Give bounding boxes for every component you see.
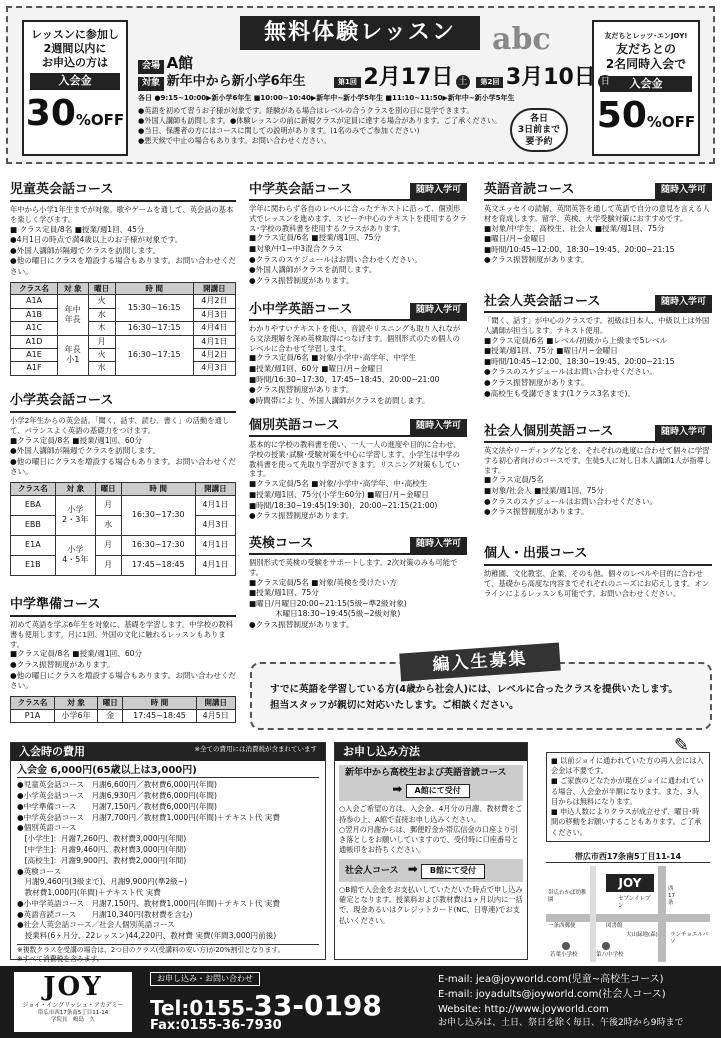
indiv-course-title: 個別英語コース: [249, 418, 340, 433]
apply-box: [334, 742, 528, 960]
date2-label: 第2回: [476, 77, 503, 88]
promo-right-fee: 入会金: [600, 76, 692, 92]
map-road-v2: [590, 866, 596, 962]
date2-day: 日: [598, 75, 612, 89]
kids-schedule-table: [10, 282, 236, 376]
jh-bullet: ●外国人講師がクラスを訪問します。: [249, 265, 377, 275]
kids-bullet: ■ クラス定員/8名 ■授業/週1回、45分: [10, 224, 145, 234]
table-row: [11, 535, 236, 555]
footer-logo-sub: ジョイ・イングリッシュ・アカデミー: [22, 1002, 124, 1009]
adult-indiv-course-head: [484, 424, 712, 443]
eiken-bullet: 木曜日18:30~19:45(5級~2級対象): [275, 609, 401, 619]
adult-bullet: ■クラス定員/6名 ■レベル/初級から上級まで5レベル: [484, 335, 668, 345]
cell: 水: [88, 362, 115, 375]
fee-line: ●社会人英会話コース／社会人個別英語コース: [17, 920, 175, 930]
col-header: 対 象: [58, 282, 89, 295]
badge-line1: 各日: [529, 114, 548, 124]
kids-course-desc: 年中から小学1年生までが対象。歌やゲームを通して、英会話の基本を楽しく学びます。: [10, 204, 234, 224]
indiv-bullet: ■授業/週1回、75分(小学生60分) ■曜日/月~金曜日: [249, 489, 429, 499]
cell: [58, 335, 89, 375]
cell: A1C: [11, 322, 58, 335]
map-label: 西17条: [668, 886, 675, 907]
cell: 4月4日: [193, 322, 235, 335]
eiken-course-desc: 個別形式で英検の受験をサポートします。2次対策のみも可能です。: [249, 557, 458, 577]
website-link[interactable]: Website: http://www.joyworld.com: [438, 1004, 609, 1015]
cell: 4月3日: [195, 515, 235, 535]
cell: 17:45~18:45: [121, 555, 195, 575]
jh-bullet: ■クラス定員/6名 ■授業/週1回、75分: [249, 233, 382, 243]
prep-schedule-table: [10, 696, 236, 723]
cell-text: 小1: [66, 355, 80, 365]
indiv-bullet: ■時間/18:30~19:45(19:30)、20:00~21:15(21:00): [249, 500, 438, 510]
map-label: 若葉小学校: [550, 952, 578, 958]
map-road-v: [658, 866, 666, 962]
cell: 4月2日: [193, 349, 235, 362]
cell: A1D: [11, 335, 58, 348]
jh-course-badge: 随時入学可: [410, 183, 467, 199]
jh-course: [249, 182, 467, 287]
eiken-bullet: ■授業/週1回、75分: [249, 588, 319, 598]
promo-right-pct: [594, 96, 698, 142]
apply-sub2-title: 社会人コース: [345, 866, 399, 877]
map-label: 帯広わかば幼稚園: [548, 890, 587, 904]
ele-jh-course-desc: わかりやすいテキストを使い、音読やリスニングも取り入れながら文法理解を深め英検取得につなげます。個別形式のため個人のレベルに合わせて学習します。: [249, 323, 461, 353]
cell: EBB: [11, 515, 56, 535]
fee-line: ●小中学英語コース 月謝7,150円、教材費1,000円(年間)＋テキスト代 実費: [17, 898, 280, 908]
fee-line: [中学生]：月謝9,460円、教材費3,000円(年間): [17, 844, 187, 854]
indiv-bullet: ■クラス定員/5名 ■対象/小学中･高学年、中･高校生: [249, 479, 428, 489]
elem-course-title: 小学英会話コース: [10, 393, 236, 413]
col-header: 対 象: [55, 483, 95, 496]
adult-indiv-course-title: 社会人個別英語コース: [484, 424, 614, 439]
hours: お申し込みは、土日、祭日を除く毎日、午後2時から9時まで: [438, 1018, 684, 1028]
contact-label: お申し込み・お問い合わせ: [150, 972, 260, 986]
reading-bullet: ■対象/中学生、高校生、社会人 ■授業/週1回、75分: [484, 223, 665, 233]
map: [546, 866, 710, 962]
private-course: [484, 546, 712, 598]
cell: [58, 295, 89, 335]
elem-course: [10, 393, 236, 576]
elem-course-desc: 小学2年生からの英会話。「聞く、話す、読む、書く」の活動を通して、バランスよく英語の基礎力をつけます。: [10, 415, 230, 435]
cell: 4月1日: [195, 535, 235, 555]
footer-logo-staff: 学院長 嶋島 久: [50, 1016, 95, 1023]
cell: P1A: [11, 709, 55, 722]
ele-jh-bullet: ■時間/16:30~17:30、17:45~18:45、20:00~21:00: [249, 374, 440, 384]
footer: [0, 966, 721, 1038]
apply-text3: ○B館で入会金をお支払いしていただいた時点で申し込み確定となります。授業料および教材費は1ヶ月以内に一括で、現金あるいはクレジットカード(NC、日専連)でお支払いください。: [339, 884, 523, 925]
date2: 3月10日: [505, 65, 596, 90]
cell: 16:30~17:15: [115, 335, 193, 375]
reading-bullet: ●クラス振替制度があります。: [484, 255, 589, 265]
map-label: 第八中学校: [596, 952, 624, 958]
adult-course-head: [484, 294, 712, 313]
fees-head: [11, 743, 325, 761]
cell-text: 年長: [64, 315, 81, 325]
venue-row: [138, 54, 193, 74]
map-label: 一条西郵便: [548, 923, 576, 929]
jh-course-desc: 学年に関わらず各自のレベルに合ったテキストに沿って、個別形式でレッスンを進めます。スピーチ中心のテキストを使用するクラス･学校の教科書を使用するクラスがあります。: [249, 203, 467, 233]
ele-jh-course-badge: 随時入学可: [410, 303, 467, 319]
footer-logo: JOY: [43, 972, 103, 1002]
adult-indiv-bullet: ■対象/社会人 ■授業/週1回、75分: [484, 486, 604, 496]
ele-jh-bullet: ■授業/週1回、60分 ■曜日/月~金曜日: [249, 364, 383, 374]
reading-course: [484, 182, 712, 266]
indiv-bullet: ●クラス振替制度があります。: [249, 511, 354, 521]
cell: 月: [95, 495, 121, 515]
fee-line: ●中学準備コース 月謝7,150円／教材費6,000円(年間): [17, 801, 217, 811]
apply-sub1: [339, 765, 523, 801]
trial-note: ●英語を初めて習うお子様が対象です。経験がある場合はレベルの合うクラスを別の日に見学できます。: [138, 106, 474, 115]
table-row: [11, 495, 236, 515]
indiv-course-head: [249, 418, 467, 437]
map-address: 帯広市西17条南5丁目11-14: [546, 852, 710, 863]
recruit-title: 編入生募集: [399, 642, 561, 681]
elem-schedule-table: [10, 482, 236, 576]
col-header: クラス名: [11, 483, 56, 496]
elem-bullet: ●他の曜日にクラスを増設する場合もあります。お問い合わせください。: [10, 456, 237, 477]
apply-head: お申し込み方法: [335, 743, 527, 761]
reading-course-badge: 随時入学可: [655, 183, 712, 199]
cell-text: 年中: [64, 304, 81, 314]
fees-note: ※全ての費用には消費税が含まれています: [194, 745, 317, 753]
elem-bullet: ●外国人講師が隔週でクラスを訪問します。: [10, 446, 161, 456]
cell: [55, 535, 95, 575]
adult-indiv-bullet: ■クラス定員/5名: [484, 475, 544, 485]
fee-line: ●個別英語コース: [17, 823, 77, 833]
promo-left-line3: お申込の方は: [42, 55, 108, 69]
trial-note: ●当日、保護者の方にはコースに関しての説明があります。(1名のみでご参加ください): [138, 126, 420, 136]
cell: 4月2日: [193, 295, 235, 308]
cell: A1E: [11, 349, 58, 362]
table-row: [11, 709, 236, 722]
footer-logo-addr: 帯広市西17条南5丁目11-14: [37, 1009, 109, 1016]
cell: 月: [95, 535, 121, 555]
cell: 16:30~17:30: [121, 495, 195, 535]
cell: 水: [95, 515, 121, 535]
col-header: 開講日: [193, 282, 235, 295]
side-notes: [546, 752, 710, 842]
cell: 15:30~16:15: [115, 295, 193, 322]
col-header: 開講日: [196, 696, 235, 709]
apply-body: [335, 761, 527, 929]
recruit-line2: 担当スタッフが親切に対応いたします。ご相談ください。: [270, 700, 519, 712]
prep-course-desc: 初めて英語を学ぶ6年生を対象に、基礎を学習します。中学校の教科書も使用します。月に1回、外国の文化に触れるレッスンもあります。: [10, 619, 233, 649]
prep-course-title: 中学準備コース: [10, 597, 236, 617]
ele-jh-course-head: [249, 302, 467, 321]
fees-list: [17, 780, 319, 942]
adult-course: [484, 294, 712, 399]
proc-b: B館にて受付: [421, 864, 485, 878]
fee-line: ●小学英会話コース 月謝6,930円／教材費6,000円(年間): [17, 791, 217, 801]
cell: 4月1日: [193, 335, 235, 348]
cell: 4月3日: [193, 308, 235, 321]
fee-line: [小学生]：月謝7,260円、教材費3,000円(年間): [17, 834, 187, 844]
adult-indiv-bullet: ●クラス振替制度があります。: [484, 507, 589, 517]
fees-foot1: ※複数クラスを受講の場合は、2つ目のクラス(受講料の安い方)が20%割引となります。: [17, 944, 319, 955]
promo-right-line1: 友だちとレッツ･エンJOY!: [604, 32, 688, 40]
pencil-icon: ✎: [674, 735, 690, 756]
map-label: セブンイレブン: [618, 896, 651, 910]
apply-sub2: [339, 859, 523, 881]
eiken-bullet: ■クラス定員/5名 ■対象/英検を受けたい方: [249, 577, 397, 587]
reading-course-desc: 英文エッセイの読解、英問英答を通して英語で自分の意見を言える人材を育成します。留学、英検、大学受験対策におすすめです。: [484, 203, 710, 223]
promo-left-pct-value: 30: [25, 92, 76, 134]
cell: [55, 495, 95, 535]
arrow-right-icon: ➡: [392, 781, 403, 796]
prep-course: [10, 597, 236, 723]
adult-indiv-course-badge: 随時入学可: [655, 425, 712, 441]
promo-right-line3: 2名同時入会で: [605, 56, 687, 71]
reading-bullet: ■時間/10:45~12:00、18:30~19:45、20:00~21:15: [484, 244, 675, 254]
adult-bullet: ■時間/10:45~12:00、18:30~19:45、20:00~21:15: [484, 356, 675, 366]
fees-foot2: ※すべて消費税を含みます。: [17, 954, 104, 963]
cell: 4月1日: [195, 495, 235, 515]
jh-course-head: [249, 182, 467, 201]
promo-left-fee: 入会金: [30, 73, 120, 89]
fee-line: ●英語音読コース 月謝10,340円(教材費を含む): [17, 909, 193, 919]
cell-text: 年長: [64, 344, 81, 354]
prep-bullet: ■クラス定員/8名 ■授業/週1回、60分: [10, 649, 143, 659]
tel-main: 33-0198: [253, 989, 382, 1022]
col-header: 曜日: [98, 696, 123, 709]
kids-bullet: ●4月1日の時点で満4歳以上のお子様が対象です。: [10, 235, 183, 245]
cell: 木: [88, 322, 115, 335]
ele-jh-bullet: ■クラス定員/6名 ■対象/小学中･高学年、中学生: [249, 353, 416, 363]
jh-bullet: ●クラスのスケジュールはお問い合わせください。: [249, 254, 423, 264]
kids-course: [10, 182, 236, 376]
eiken-course-head: [249, 536, 467, 555]
trial-dates: [334, 64, 612, 93]
entry-fee: 入会金 6,000円(65歳以上は3,000円): [17, 764, 319, 778]
cell: A1A: [11, 295, 58, 308]
apply-text2: ○翌月の月謝からは、郵便貯金か帯広信金の口座より引き落としをお願いしていますので、受付時に口座番号と通帳印をお持ちください。: [339, 824, 519, 855]
recruit-line1: すでに英語を学習している方(4歳から社会人)には、レベルに合ったクラスを提供いたします。: [270, 684, 679, 695]
cell-text: 小学: [67, 544, 84, 554]
badge-line2: 3日前まで: [517, 125, 561, 136]
col-header: 曜日: [95, 483, 121, 496]
adult-indiv-course: [484, 424, 712, 518]
email-jea[interactable]: E-mail: jea@joyworld.com(児童~高校生コース): [438, 974, 664, 985]
school-icon: [562, 942, 570, 950]
proc-a: A館にて受付: [406, 784, 470, 798]
venue-label: 会場: [138, 60, 164, 74]
indiv-course-desc: 基本的に学校の教科書を使い、一人一人の進度や目的に合わせ、学校の授業･試験･受験対策を中心に学習します。小学生は中学の教科書を使って先取り学習ができます。リスニング対策もしています。: [249, 439, 461, 479]
ele-jh-bullet: ●時間帯により、外国人講師がクラスを訪問します。: [249, 395, 430, 405]
cell: 16:30~17:15: [115, 322, 193, 335]
ele-jh-bullet: ●クラス振替制度があります。: [249, 385, 354, 395]
adult-indiv-bullet: ●クラスのスケジュールはお問い合わせください。: [484, 496, 658, 506]
reading-course-head: [484, 182, 712, 201]
eiken-course-badge: 随時入学可: [410, 537, 467, 553]
cell: 月: [88, 335, 115, 348]
cell: EBA: [11, 495, 56, 515]
col-header: クラス名: [11, 696, 55, 709]
fee-line: 授業料(6ヶ月分、22レッスン)44,220円、教材費 実費(年間3,000円前後): [17, 931, 277, 941]
target-value: 新年中から新小学6年生: [166, 74, 306, 89]
badge-line3: 要予約: [525, 136, 553, 147]
footer-contacts: [438, 972, 683, 1031]
adult-bullet: ●クラス振替制度があります。: [484, 378, 589, 388]
date1: 2月17日: [363, 65, 454, 90]
indiv-course-badge: 随時入学可: [410, 419, 467, 435]
cell: 月: [95, 555, 121, 575]
promo-right-suffix: %OFF: [646, 113, 696, 132]
fax: Fax:0155-36-7930: [150, 1018, 282, 1033]
cell: 16:30~17:30: [121, 535, 195, 555]
email-adults[interactable]: E-mail: joyadults@joyworld.com(社会人コース): [438, 989, 666, 1000]
fee-line: 教材費1,000円(年間)＋テキスト代 実費: [17, 888, 161, 898]
adult-course-title: 社会人英会話コース: [484, 294, 601, 309]
cell: A1B: [11, 308, 58, 321]
adult-course-badge: 随時入学可: [655, 295, 712, 311]
cell: 火: [88, 295, 115, 308]
ele-jh-course-title: 小中学英語コース: [249, 302, 353, 317]
adult-course-desc: 「聞く、話す」が中心のクラスです。初級は日本人、中級以上は外国人講師が担当します。テキスト使用。: [484, 315, 710, 335]
cell: 17:45~18:45: [123, 709, 196, 722]
trial-note: ●悪天候で中止の場合もあります。お問い合わせください。: [138, 136, 331, 146]
adult-bullet: ●クラスのスケジュールはお問い合わせください。: [484, 367, 658, 377]
cell-text: 4・5年: [62, 555, 89, 565]
school-icon: [602, 942, 610, 950]
footer-logo-box: [14, 972, 132, 1032]
col-header: 時 間: [121, 483, 195, 496]
cell: 火: [88, 349, 115, 362]
cell: 4月5日: [196, 709, 235, 722]
map-road-h: [546, 914, 710, 922]
col-header: 曜日: [88, 282, 115, 295]
fee-line: ●中学英会話コース 月謝7,700円／教材費1,000円(年間)＋テキスト代 実費: [17, 812, 280, 822]
jh-course-title: 中学英会話コース: [249, 182, 353, 197]
venue-value: A館: [166, 54, 194, 72]
target-row: [138, 74, 306, 91]
adult-bullet: ■授業/週1回、75分 ■曜日/月~金曜日: [484, 346, 618, 356]
cell: E1B: [11, 555, 56, 575]
jh-bullet: ●クラス振替制度があります。: [249, 275, 354, 285]
eiken-course: [249, 536, 467, 631]
cell: E1A: [11, 535, 56, 555]
cell: A1F: [11, 362, 58, 375]
arrow-right-icon: ➡: [407, 862, 418, 877]
eiken-bullet: ●クラス振替制度があります。: [249, 620, 354, 630]
trial-notes: [138, 106, 510, 146]
indiv-course: [249, 418, 467, 522]
fees-body: [11, 761, 325, 966]
promo-right-pct-value: 50: [596, 95, 647, 137]
table-row: [11, 322, 236, 335]
promo-left-suffix: %OFF: [75, 110, 125, 129]
jh-bullet: ■対象/中1~中3混合クラス: [249, 244, 343, 254]
tel-prefix: Tel:0155-: [150, 996, 254, 1020]
cell-text: 2・3年: [62, 515, 89, 525]
promo-left-line1: レッスンに参加し: [31, 28, 119, 41]
side-note: ■ 申込人数によりクラスが成立せず、曜日･時間の移動をお願いすることもあります。ご了承ください。: [551, 807, 702, 837]
map-joy-marker: JOY: [606, 874, 654, 892]
eiken-bullet: ■曜日/月曜日20:00~21:15(5級~準2級対象): [249, 598, 407, 608]
table-row: [11, 295, 236, 308]
kids-bullet: ●他の曜日にクラスを増設する場合もあります。お問い合わせください。: [10, 256, 237, 277]
reading-course-title: 英語音読コース: [484, 182, 575, 197]
target-label: 対象: [138, 77, 164, 91]
col-header: 開講日: [195, 483, 235, 496]
col-header: 時 間: [115, 282, 193, 295]
fees-box: [10, 742, 326, 963]
cell: 4月1日: [195, 555, 235, 575]
cell: 小学6年: [54, 709, 97, 722]
cell: 金: [98, 709, 123, 722]
map-label: 大山緑地(森): [626, 932, 658, 938]
adult-indiv-course-desc: 英文法やリーディングなどを、それぞれの進度に合わせて個々に学習する初心者向けのコースです。生徒5人に対し日本人講師1人が指導します。: [484, 445, 712, 475]
private-course-title: 個人・出張コース: [484, 546, 712, 566]
table-row: [11, 335, 236, 348]
eiken-course-title: 英検コース: [249, 536, 314, 551]
fee-line: [高校生]：月謝9,900円、教材費2,000円(年間): [17, 855, 187, 865]
col-header: 対 象: [54, 696, 97, 709]
kids-bullet: ●外国人講師が隔週でクラスを訪問します。: [10, 245, 161, 255]
col-header: クラス名: [11, 282, 58, 295]
apply-sub1-title: 新年中から高校生および英語音読コース: [345, 768, 507, 779]
col-header: 時 間: [123, 696, 196, 709]
prep-bullet: ●クラス振替制度があります。: [10, 660, 115, 670]
table-row: [11, 555, 236, 575]
trial-note: ●外国人講師も訪問します。●体験レッスンの前に新規クラスが定員に達する場合があります。ご了承ください。: [138, 116, 502, 126]
date1-label: 第1回: [334, 77, 361, 88]
date1-day: 土: [456, 75, 470, 89]
cell: 水: [88, 308, 115, 321]
fee-line: 月謝9,460円(3級まで)、月謝9,900円(準2級~): [17, 877, 188, 887]
private-course-desc: 幼稚園、文化教室、企業、そのも他。個々のレベルや目的に合わせて、基礎から高度な内容までそれぞれのニーズにお応えします。オンラインによるレッスンも可能です。お問い合わせください。: [484, 568, 710, 598]
fees-title: 入会時の費用: [19, 745, 85, 758]
map-label: ランチョエルパソ: [670, 932, 708, 946]
trial-title: 無料体験レッスン: [240, 16, 480, 50]
fee-line: ●児童英会話コース 月謝6,600円／教材費6,000円(年間): [17, 780, 217, 790]
apply-text1: ○入会ご希望の方は、入会金、4月分の月謝、教材費をご持参の上、A館で直接お申し込みください。: [339, 804, 523, 824]
prep-bullet: ●他の曜日にクラスを増設する場合もあります。お問い合わせください。: [10, 670, 237, 691]
side-note: ■ ご家族のどなたかが現在ジョイに通われている場合、入会金が半額になります。また、3人目からは無料になります。: [551, 776, 704, 806]
cell-text: 小学: [67, 504, 84, 514]
adult-bullet: ●高校生も受講できます(1クラス3名まで)。: [484, 388, 636, 398]
cell: 4月3日: [193, 362, 235, 375]
promo-left-pct: [24, 94, 126, 140]
reservation-badge: [510, 108, 568, 152]
reading-bullet: ■曜日/月~金曜日: [484, 234, 546, 244]
side-note: ■ 以前ジョイに通われていた方の再入会には入会金は不要です。: [551, 756, 704, 776]
elem-bullet: ■クラス定員/8名 ■授業/週1回、60分: [10, 435, 143, 445]
map-label: 図書館: [606, 923, 623, 929]
abc-decoration: abc: [492, 22, 551, 57]
promo-right-line2: 友だちとの: [615, 41, 676, 56]
ele-jh-course: [249, 302, 467, 407]
trial-times: 各日 ●9:15~10:00▶新小学6年生 ■10:00~10:40▶新年中~新小学5年生 ■11:10~11:50▶新年中~新小学5年生: [138, 94, 515, 102]
promo-left: [22, 20, 128, 156]
fee-line: ●英検コース: [17, 866, 62, 876]
kids-course-title: 児童英会話コース: [10, 182, 236, 202]
promo-left-line2: 2週間以内に: [43, 41, 107, 55]
